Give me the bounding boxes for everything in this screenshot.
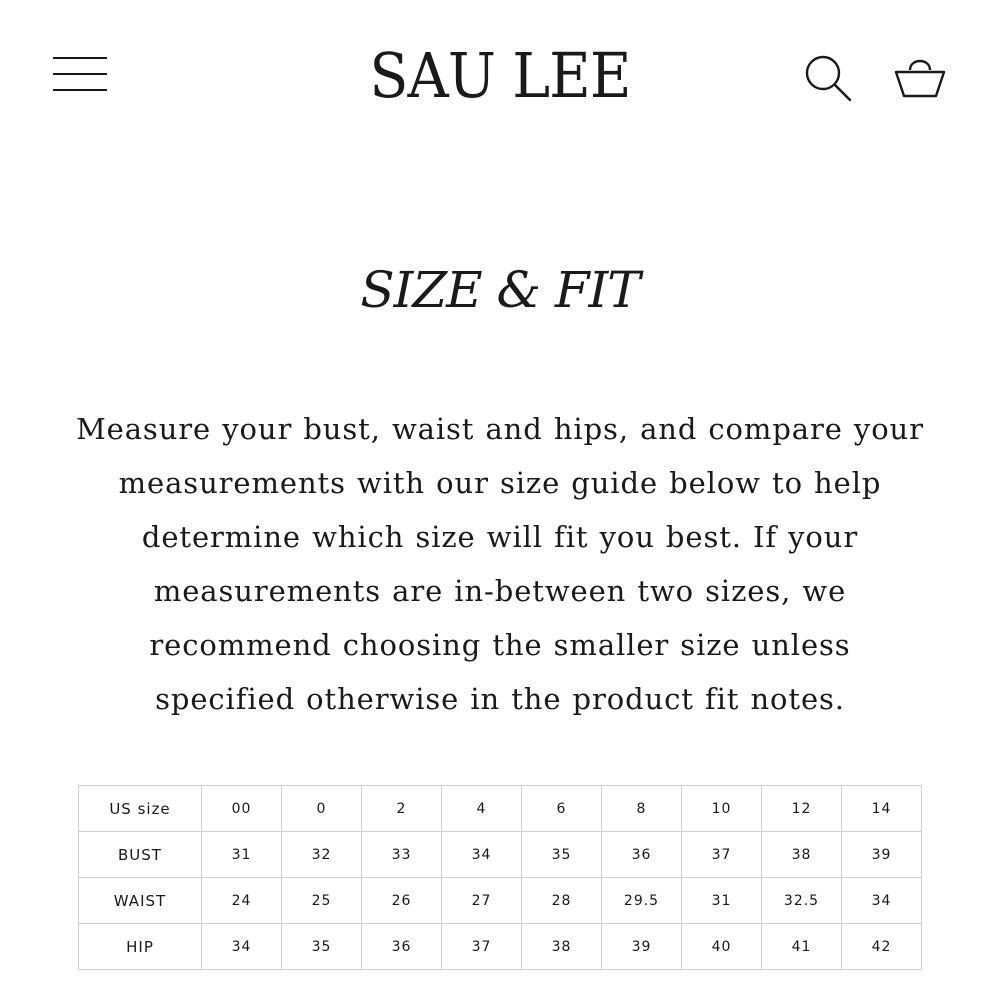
intro-line: measurements are in-between two sizes, we <box>153 574 847 608</box>
size-cell: 14 <box>842 786 922 832</box>
size-cell: 6 <box>522 786 602 832</box>
page-title: SIZE & FIT <box>360 261 640 319</box>
table-row-hip <box>79 924 922 970</box>
size-header-row <box>79 786 922 832</box>
intro-line: measurements with our size guide below to help <box>118 466 882 500</box>
menu-button[interactable] <box>50 52 110 98</box>
size-cell: 12 <box>762 786 842 832</box>
size-cell: 00 <box>202 786 282 832</box>
table-cell: 31 <box>202 832 282 878</box>
size-cell: 2 <box>362 786 442 832</box>
search-icon <box>802 52 854 104</box>
table-cell: 39 <box>842 832 922 878</box>
table-cell: 32.5 <box>762 878 842 924</box>
table-cell: 35 <box>282 924 362 970</box>
table-cell: 34 <box>202 924 282 970</box>
table-cell: 34 <box>842 878 922 924</box>
intro-line: specified otherwise in the product fit notes. <box>155 682 845 716</box>
table-cell: 37 <box>682 832 762 878</box>
table-cell: 25 <box>282 878 362 924</box>
search-button[interactable] <box>802 52 854 104</box>
table-cell: 41 <box>762 924 842 970</box>
intro-line: recommend choosing the smaller size unless <box>149 628 851 662</box>
table-cell: 26 <box>362 878 442 924</box>
size-cell: 0 <box>282 786 362 832</box>
table-cell: 38 <box>522 924 602 970</box>
table-cell: 34 <box>442 832 522 878</box>
table-cell: 33 <box>362 832 442 878</box>
table-row-bust <box>79 832 922 878</box>
size-cell: 8 <box>602 786 682 832</box>
table-cell: 40 <box>682 924 762 970</box>
table-cell: 32 <box>282 832 362 878</box>
table-cell: 31 <box>682 878 762 924</box>
size-chart-table <box>78 785 922 970</box>
site-header <box>0 0 1000 150</box>
row-label-hip: HIP <box>79 924 202 970</box>
table-cell: 39 <box>602 924 682 970</box>
brand-logo[interactable]: SAU LEE <box>369 39 631 112</box>
table-cell: 35 <box>522 832 602 878</box>
row-label-bust: BUST <box>79 832 202 878</box>
size-guide-intro <box>40 402 960 726</box>
table-cell: 29.5 <box>602 878 682 924</box>
table-cell: 42 <box>842 924 922 970</box>
intro-line: Measure your bust, waist and hips, and compare your <box>76 412 924 446</box>
table-cell: 38 <box>762 832 842 878</box>
table-cell: 28 <box>522 878 602 924</box>
table-cell: 36 <box>362 924 442 970</box>
table-row-waist <box>79 878 922 924</box>
table-cell: 27 <box>442 878 522 924</box>
cart-button[interactable] <box>892 50 948 102</box>
shopping-basket-icon <box>892 50 948 102</box>
size-cell: 10 <box>682 786 762 832</box>
intro-line: determine which size will fit you best. If your <box>141 520 859 554</box>
header-cell-us-size: US size <box>79 786 202 832</box>
table-cell: 24 <box>202 878 282 924</box>
size-cell: 4 <box>442 786 522 832</box>
row-label-waist: WAIST <box>79 878 202 924</box>
table-cell: 36 <box>602 832 682 878</box>
table-cell: 37 <box>442 924 522 970</box>
